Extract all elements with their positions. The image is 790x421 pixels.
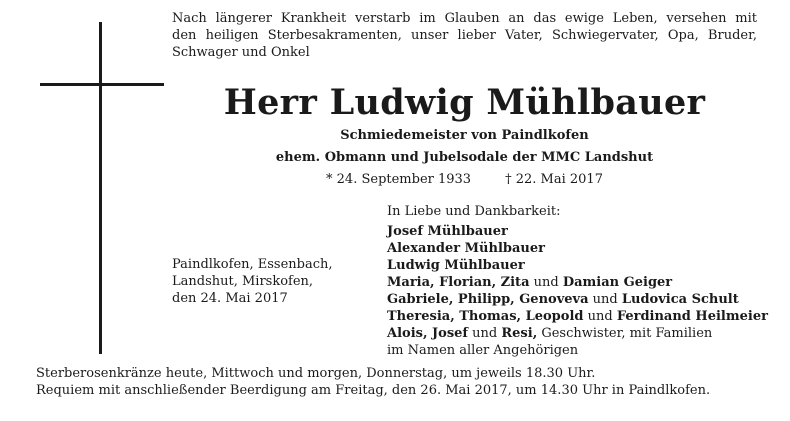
conjunction: und — [468, 326, 502, 341]
mourner-line: Josef Mühlbauer — [387, 224, 508, 239]
deceased-name: Herr Ludwig Mühlbauer — [223, 82, 706, 123]
mourner-line — [387, 308, 767, 325]
mourner-line — [387, 325, 767, 342]
mourner-names: Ferdinand Heilmeier — [616, 309, 768, 324]
birth-date: * 24. September 1933 — [326, 172, 472, 187]
occupation: Schmiedemeister von Paindlkofen — [340, 128, 589, 143]
mourners-block — [387, 203, 767, 359]
mourner-names: Theresia, Thomas, Leopold — [387, 309, 584, 324]
intro-line: Schwager und Onkel — [172, 45, 310, 60]
mourner-names: Resi, — [501, 326, 538, 341]
place-line: Paindlkofen, Essenbach, — [172, 257, 333, 272]
mourner-line: Ludwig Mühlbauer — [387, 258, 525, 273]
conjunction: und — [588, 292, 622, 307]
mourner-line: im Namen aller Angehörigen — [387, 343, 579, 358]
mourner-line: Alexander Mühlbauer — [387, 241, 545, 256]
honorary-title: ehem. Obmann und Jubelsodale der MMC Landshut — [275, 150, 654, 165]
thanks-intro: In Liebe und Dankbarkeit: — [387, 204, 561, 219]
service-info — [36, 365, 776, 399]
intro-text — [172, 10, 757, 61]
requiem-info: Requiem mit anschließender Beerdigung am Freitag, den 26. Mai 2017, um 14.30 Uhr in Paindlkofen. — [36, 383, 711, 398]
mourner-line — [387, 291, 767, 308]
place-line: Landshut, Mirskofen, — [172, 274, 314, 289]
intro-line: Nach längerer Krankheit verstarb im Glauben an das ewige Leben, versehen mit — [172, 11, 757, 26]
intro-line: den heiligen Sterbesakramenten, unser lieber Vater, Schwiegervater, Opa, Bruder, — [172, 28, 757, 43]
death-date: † 22. Mai 2017 — [505, 172, 603, 187]
rosary-info: Sterberosenkränze heute, Mittwoch und morgen, Donnerstag, um jeweils 18.30 Uhr. — [36, 366, 596, 381]
mourner-names: Damian Geiger — [562, 275, 673, 290]
cross-icon-vertical — [99, 22, 102, 354]
conjunction: und — [583, 309, 617, 324]
place-line: den 24. Mai 2017 — [172, 291, 288, 306]
relatives-note: Geschwister, mit Familien — [537, 326, 713, 341]
mourner-names: Alois, Josef — [387, 326, 469, 341]
mourner-names: Maria, Florian, Zita — [387, 275, 530, 290]
cross-icon-horizontal — [40, 83, 164, 86]
mourner-line — [387, 274, 767, 291]
place-and-date — [172, 256, 372, 307]
mourner-names: Ludovica Schult — [621, 292, 739, 307]
life-dates — [172, 171, 757, 188]
mourner-names: Gabriele, Philipp, Genoveva — [387, 292, 589, 307]
conjunction: und — [529, 275, 563, 290]
